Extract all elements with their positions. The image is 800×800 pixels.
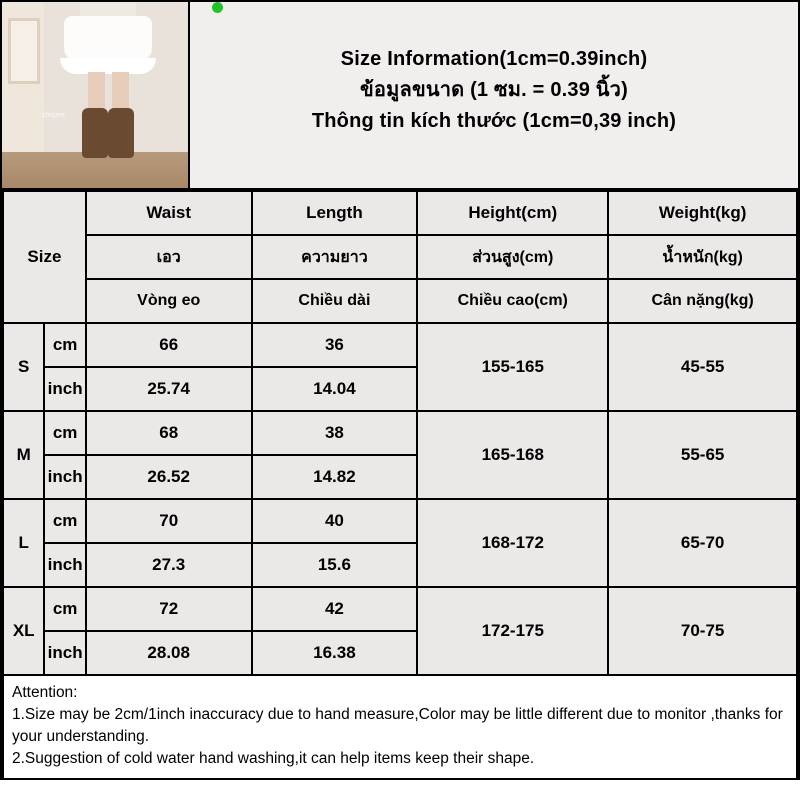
header-height-th: ส่วนสูง(cm) xyxy=(417,235,608,279)
unit-cm-s: cm xyxy=(44,323,85,367)
length-cm-l: 40 xyxy=(252,499,418,543)
door-shape xyxy=(2,2,48,152)
title-block xyxy=(190,2,798,188)
header-size-label: Size xyxy=(3,191,86,323)
table-header-row-en xyxy=(3,191,797,235)
unit-cm-l: cm xyxy=(44,499,85,543)
header xyxy=(2,2,798,190)
table-row xyxy=(3,411,797,455)
height-m: 165-168 xyxy=(417,411,608,499)
header-weight-vi: Cân nặng(kg) xyxy=(608,279,797,323)
unit-cm-m: cm xyxy=(44,411,85,455)
row-size-l: L xyxy=(3,499,44,587)
header-length-en: Length xyxy=(252,191,418,235)
title-line-th: ข้อมูลขนาด (1 ซม. = 0.39 นิ้ว) xyxy=(360,78,628,101)
door-panel-shape xyxy=(8,18,40,84)
header-waist-vi: Vòng eo xyxy=(86,279,252,323)
model-skirt-ruffle xyxy=(60,58,156,74)
header-length-th: ความยาว xyxy=(252,235,418,279)
model-boot-right xyxy=(108,108,134,158)
length-inch-s: 14.04 xyxy=(252,367,418,411)
table-row xyxy=(3,587,797,631)
status-dot-icon xyxy=(212,2,223,13)
height-s: 155-165 xyxy=(417,323,608,411)
length-cm-xl: 42 xyxy=(252,587,418,631)
header-height-vi: Chiều cao(cm) xyxy=(417,279,608,323)
header-weight-en: Weight(kg) xyxy=(608,191,797,235)
weight-l: 65-70 xyxy=(608,499,797,587)
weight-xl: 70-75 xyxy=(608,587,797,675)
model-boot-left xyxy=(82,108,108,158)
waist-cm-l: 70 xyxy=(86,499,252,543)
unit-inch-s: inch xyxy=(44,367,85,411)
title-line-vi: Thông tin kích thước (1cm=0,39 inch) xyxy=(311,109,677,132)
row-size-m: M xyxy=(3,411,44,499)
waist-inch-s: 25.74 xyxy=(86,367,252,411)
model-leg-right xyxy=(112,72,129,112)
header-length-vi: Chiều dài xyxy=(252,279,418,323)
length-inch-m: 14.82 xyxy=(252,455,418,499)
table-header-row-th xyxy=(3,235,797,279)
title-line-en: Size Information(1cm=0.39inch) xyxy=(340,47,648,70)
table-row xyxy=(3,323,797,367)
row-size-xl: XL xyxy=(3,587,44,675)
table-header-row-vi xyxy=(3,279,797,323)
photo-watermark: shopee xyxy=(42,112,65,119)
height-xl: 172-175 xyxy=(417,587,608,675)
waist-inch-m: 26.52 xyxy=(86,455,252,499)
length-inch-xl: 16.38 xyxy=(252,631,418,675)
length-cm-m: 38 xyxy=(252,411,418,455)
size-table xyxy=(2,190,798,676)
unit-cm-xl: cm xyxy=(44,587,85,631)
unit-inch-xl: inch xyxy=(44,631,85,675)
waist-cm-m: 68 xyxy=(86,411,252,455)
attention-line-2: 2.Suggestion of cold water hand washing,it can help items keep their shape. xyxy=(12,750,535,767)
row-size-s: S xyxy=(3,323,44,411)
waist-cm-s: 66 xyxy=(86,323,252,367)
height-l: 168-172 xyxy=(417,499,608,587)
waist-cm-xl: 72 xyxy=(86,587,252,631)
weight-m: 55-65 xyxy=(608,411,797,499)
table-row xyxy=(3,499,797,543)
attention-block xyxy=(2,676,798,780)
unit-inch-m: inch xyxy=(44,455,85,499)
length-cm-s: 36 xyxy=(252,323,418,367)
waist-inch-xl: 28.08 xyxy=(86,631,252,675)
photo-image xyxy=(2,2,188,188)
header-waist-en: Waist xyxy=(86,191,252,235)
weight-s: 45-55 xyxy=(608,323,797,411)
length-inch-l: 15.6 xyxy=(252,543,418,587)
header-weight-th: น้ำหนัก(kg) xyxy=(608,235,797,279)
attention-title: Attention: xyxy=(12,684,78,701)
model-leg-left xyxy=(88,72,105,112)
attention-line-1: 1.Size may be 2cm/1inch inaccuracy due to hand measure,Color may be little different due to monitor ,thanks for your understanding. xyxy=(12,706,783,745)
waist-inch-l: 27.3 xyxy=(86,543,252,587)
product-photo xyxy=(2,2,190,188)
header-waist-th: เอว xyxy=(86,235,252,279)
header-height-en: Height(cm) xyxy=(417,191,608,235)
unit-inch-l: inch xyxy=(44,543,85,587)
